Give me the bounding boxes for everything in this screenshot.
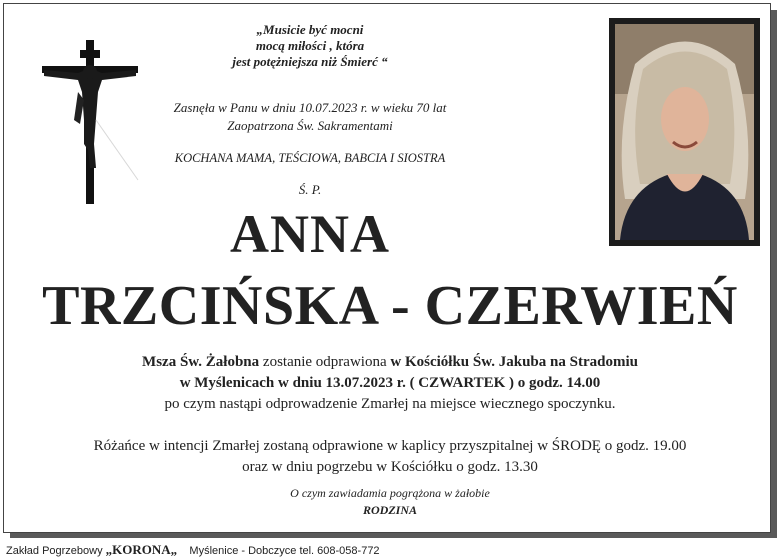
- rosary-line-1-b: w intencji Zmarłej zostaną odprawione: [149, 438, 384, 454]
- footer-brand: „KORONA„: [105, 542, 178, 557]
- rosary-line-1-a: Różańce: [93, 438, 146, 454]
- quote-line-3: jest potężniejsza niż Śmierć “: [232, 54, 388, 69]
- footer-prefix: Zakład Pogrzebowy: [6, 545, 103, 557]
- mass-line-1-a: Msza Św. Żałobna: [142, 354, 260, 370]
- portrait-frame: [609, 18, 760, 246]
- rosary-info: [0, 436, 780, 478]
- mass-line-3: po czym nastąpi odprowadzenie Zmarłej na miejsce wiecznego spoczynku.: [164, 396, 616, 412]
- frame-shadow-bottom: [10, 533, 777, 538]
- notice: [0, 485, 780, 519]
- passed-line-2: Zaopatrzona Św. Sakramentami: [227, 118, 393, 133]
- mass-info: [0, 352, 780, 415]
- rosary-line-1: [0, 436, 780, 457]
- passed-line-1: Zasnęła w Panu w dniu 10.07.2023 r. w wieku 70 lat: [173, 100, 447, 115]
- passed-info: [150, 99, 470, 135]
- sp-label: Ś. P.: [298, 182, 322, 197]
- notice-signature: RODZINA: [362, 503, 417, 517]
- quote-line-2: mocą miłości , która: [255, 38, 365, 53]
- rosary-line-1-c: w kaplicy przyszpitalnej w ŚRODĘ o godz. 19.00: [386, 438, 687, 454]
- crucifix-icon: [38, 40, 142, 204]
- footer: [6, 542, 380, 558]
- mass-line-1-c: w Kościółku Św. Jakuba na Stradomiu: [390, 354, 638, 370]
- notice-line: O czym zawiadamia pogrążona w żałobie: [290, 486, 490, 500]
- mass-line-2: w Myślenicach w dniu 13.07.2023 r. ( CZWARTEK ) o godz. 14.00: [179, 375, 601, 391]
- portrait-photo: [615, 24, 754, 240]
- mass-line-1-b: zostanie odprawiona: [262, 354, 387, 370]
- rosary-line-2: oraz w dniu pogrzebu w Kościółku o godz. 13.30: [242, 459, 538, 475]
- quote: [160, 22, 460, 70]
- first-name: ANNA: [230, 204, 390, 264]
- quote-line-1: „Musicie być mocni: [256, 22, 364, 37]
- last-name: TRZCIŃSKA - CZERWIEŃ: [42, 275, 738, 337]
- footer-locations: Myślenice - Dobczyce tel. 608-058-772: [189, 545, 380, 557]
- mass-line-1: [0, 352, 780, 373]
- family-line: KOCHANA MAMA, TEŚCIOWA, BABCIA I SIOSTRA: [174, 151, 446, 165]
